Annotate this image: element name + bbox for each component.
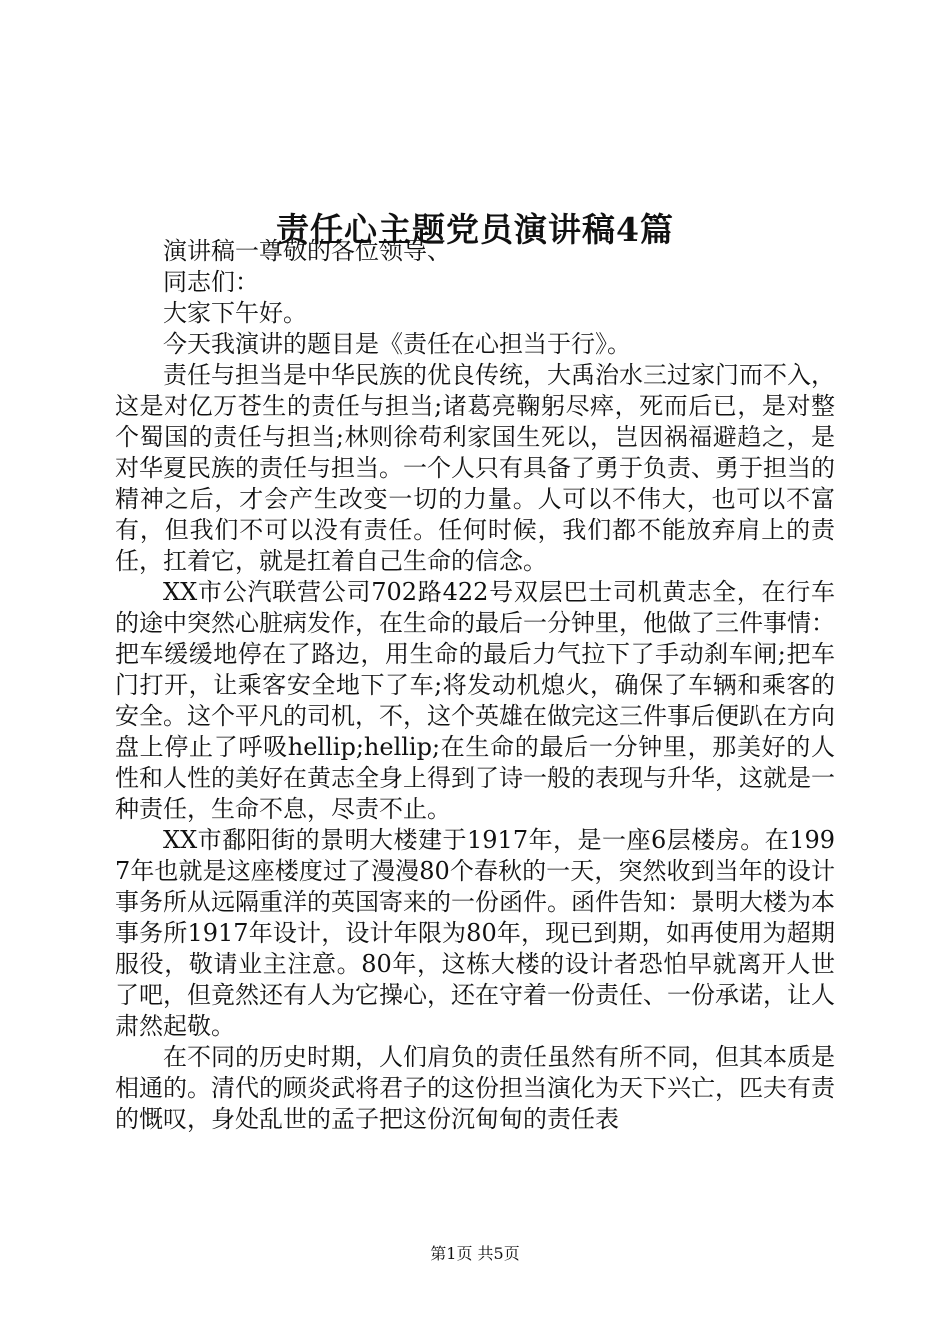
paragraph: 今天我演讲的题目是《责任在心担当于行》。 bbox=[163, 330, 631, 358]
paragraph: 责任与担当是中华民族的优良传统，大禹治水三过家门而不入，这是对亿万苍生的责任与担当;诸葛亮鞠躬尽瘁，死而后已，是对整个蜀国的责任与担当;林则徐苟利家国生死以，岂因祸福避趋之，是对华夏民族的责任与担当。一个人只有具备了勇于负责、勇于担当的精神之后，才会产生改变一切的力量。人可以不伟大，也可以不富有，但我们不可以没有责任。任何时候，我们都不能放弃肩上的责任，扛着它，就是扛着自己生命的信念。 bbox=[115, 361, 835, 575]
paragraph: 同志们： bbox=[163, 268, 259, 296]
document-title: 责任心主题党员演讲稿4篇 bbox=[276, 210, 674, 250]
paragraph: 大家下午好。 bbox=[163, 299, 307, 327]
paragraph: 演讲稿一尊敬的各位领导、 bbox=[163, 237, 451, 265]
paragraph: XX市鄱阳街的景明大楼建于1917年，是一座6层楼房。在1997年也就是这座楼度过了漫漫80个春秋的一天，突然收到当年的设计事务所从远隔重洋的英国寄来的一份函件。函件告知：景明大楼为本事务所1917年设计，设计年限为80年，现已到期，如再使用为超期服役，敬请业主注意。80年，这栋大楼的设计者恐怕早就离开人世了吧，但竟然还有人为它操心，还在守着一份责任、一份承诺，让人肃然起敬。 bbox=[115, 826, 835, 1040]
paragraph: XX市公汽联营公司702路422号双层巴士司机黄志全，在行车的途中突然心脏病发作，在生命的最后一分钟里，他做了三件事情：把车缓缓地停在了路边，用生命的最后力气拉下了手动刹车闸;把车门打开，让乘客安全地下了车;将发动机熄火，确保了车辆和乘客的安全。这个平凡的司机，不，这个英雄在做完这三件事后便趴在方向盘上停止了呼吸hellip;hellip;在生命的最后一分钟里，那美好的人性和人性的美好在黄志全身上得到了诗一般的表现与升华，这就是一种责任，生命不息，尽责不止。 bbox=[115, 578, 835, 823]
page-footer: 第1页 共5页 bbox=[430, 1244, 520, 1263]
document-body bbox=[115, 236, 835, 1135]
paragraph: 在不同的历史时期，人们肩负的责任虽然有所不同，但其本质是相通的。清代的顾炎武将君子的这份担当演化为天下兴亡，匹夫有责的慨叹，身处乱世的孟子把这份沉甸甸的责任表 bbox=[115, 1043, 835, 1133]
